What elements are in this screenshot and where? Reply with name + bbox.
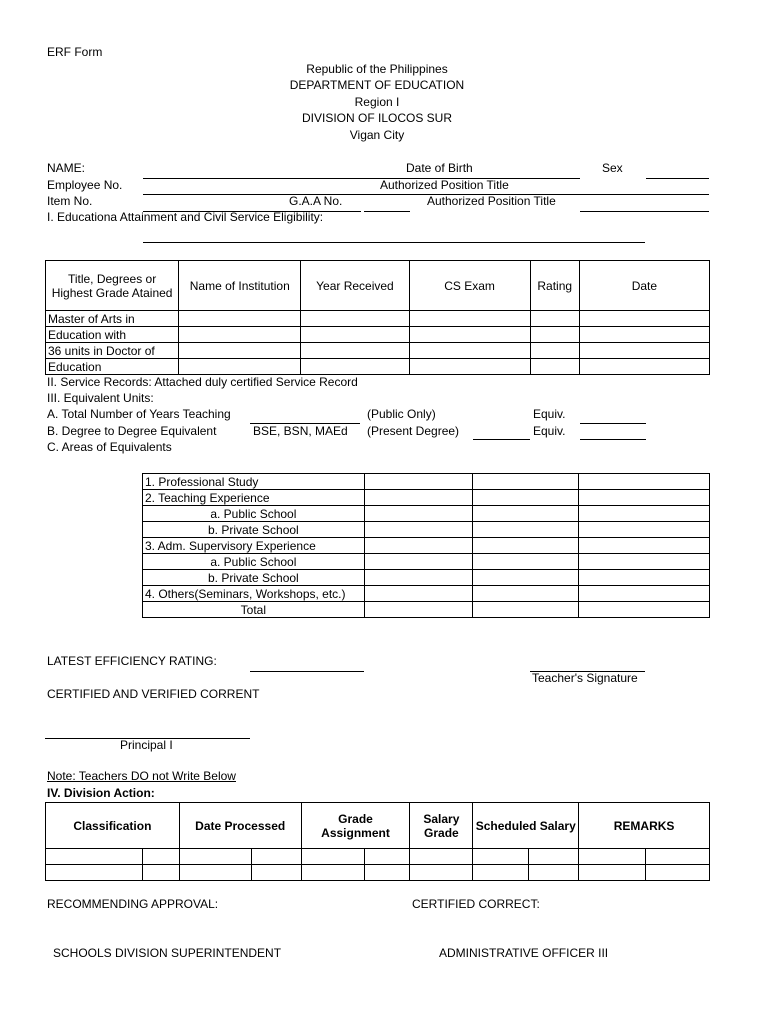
area-cell[interactable] [473, 602, 579, 618]
edu-cell[interactable] [579, 327, 709, 343]
area-cell[interactable] [473, 474, 579, 490]
div-cell[interactable] [46, 849, 143, 865]
division-table [45, 802, 710, 881]
div-cell[interactable] [473, 865, 529, 881]
edu-cell[interactable] [579, 359, 709, 375]
area-label: Total [143, 602, 365, 618]
header-line3: Region I [354, 95, 400, 109]
auth-position-field[interactable] [580, 211, 709, 212]
area-cell[interactable] [473, 490, 579, 506]
div-cell[interactable] [142, 849, 179, 865]
div-header-salary-grade: Salary Grade [410, 803, 473, 849]
equiv-b-degrees: BSE, BSN, MAEd [253, 424, 348, 438]
gaa-label: G.A.A No. [289, 194, 343, 208]
table-row [143, 506, 710, 522]
equiv-a-label: A. Total Number of Years Teaching [47, 407, 231, 421]
edu-header-year: Year Received [301, 261, 409, 311]
edu-row-label: Education with [46, 327, 179, 343]
equiv-b-label: B. Degree to Degree Equivalent [47, 424, 217, 438]
dob-label: Date of Birth [406, 161, 473, 175]
section3-label: III. Equivalent Units: [47, 391, 154, 405]
table-row [143, 602, 710, 618]
area-cell[interactable] [579, 586, 710, 602]
edu-cell[interactable] [179, 359, 301, 375]
form-label: ERF Form [47, 45, 103, 59]
div-cell[interactable] [529, 865, 579, 881]
table-row [143, 570, 710, 586]
div-header-scheduled-salary: Scheduled Salary [473, 803, 579, 849]
equiv-a-field[interactable] [580, 423, 646, 424]
present-degree-field[interactable] [473, 439, 530, 440]
area-cell[interactable] [364, 522, 473, 538]
area-label: 4. Others(Seminars, Workshops, etc.) [143, 586, 365, 602]
area-cell[interactable] [579, 570, 710, 586]
area-label: 1. Professional Study [143, 474, 365, 490]
section2-label: II. Service Records: Attached duly certified Service Record [47, 375, 358, 389]
table-row [46, 311, 710, 327]
div-cell[interactable] [301, 849, 364, 865]
superintendent-label: SCHOOLS DIVISION SUPERINTENDENT [53, 946, 282, 960]
div-cell[interactable] [529, 849, 579, 865]
item-no-label: Item No. [47, 194, 93, 208]
note-label: Note: Teachers DO not Write Below [47, 769, 236, 783]
div-cell[interactable] [579, 865, 646, 881]
table-row [143, 474, 710, 490]
edu-cell[interactable] [530, 327, 579, 343]
div-cell[interactable] [46, 865, 143, 881]
area-cell[interactable] [579, 522, 710, 538]
equiv-b-present: (Present Degree) [367, 424, 460, 438]
div-cell[interactable] [579, 849, 646, 865]
edu-cell[interactable] [301, 311, 409, 327]
edu-header-institution: Name of Institution [179, 261, 301, 311]
recommending-label: RECOMMENDING APPROVAL: [47, 897, 219, 911]
equiv-a-public: (Public Only) [367, 407, 436, 421]
education-table [45, 260, 710, 375]
div-cell[interactable] [251, 849, 301, 865]
area-cell[interactable] [364, 506, 473, 522]
div-header-grade-assignment: Grade Assignment [301, 803, 410, 849]
edu-header-title: Title, Degrees or Highest Grade Atained [46, 261, 179, 311]
table-row [143, 490, 710, 506]
header-line5: Vigan City [349, 128, 405, 142]
edu-cell[interactable] [530, 343, 579, 359]
area-label: 2. Teaching Experience [143, 490, 365, 506]
name-label: NAME: [47, 161, 86, 175]
area-label: 3. Adm. Supervisory Experience [143, 538, 365, 554]
area-cell[interactable] [473, 554, 579, 570]
area-cell[interactable] [473, 586, 579, 602]
employee-no-label: Employee No. [47, 178, 123, 192]
area-label: a. Public School [143, 554, 365, 570]
div-header-date-processed: Date Processed [179, 803, 301, 849]
div-cell[interactable] [646, 849, 710, 865]
edu-header-cs-exam: CS Exam [409, 261, 530, 311]
equiv-a-equiv-label: Equiv. [533, 407, 566, 421]
div-cell[interactable] [473, 849, 529, 865]
area-cell[interactable] [364, 554, 473, 570]
div-cell[interactable] [179, 865, 251, 881]
div-cell[interactable] [646, 865, 710, 881]
table-row [46, 327, 710, 343]
edu-cell[interactable] [530, 311, 579, 327]
table-row [46, 849, 710, 865]
area-cell[interactable] [579, 554, 710, 570]
gaa-field[interactable] [364, 211, 410, 212]
div-cell[interactable] [301, 865, 364, 881]
area-label: b. Private School [143, 570, 365, 586]
admin-officer-label: ADMINISTRATIVE OFFICER III [439, 946, 609, 960]
certified-label: CERTIFIED AND VERIFIED CORRENT [47, 687, 260, 701]
edu-cell[interactable] [409, 327, 530, 343]
section4-label: IV. Division Action: [47, 786, 155, 800]
area-cell[interactable] [364, 586, 473, 602]
area-cell[interactable] [579, 490, 710, 506]
edu-row-label: Education [46, 359, 179, 375]
table-row [46, 865, 710, 881]
div-cell[interactable] [410, 849, 473, 865]
auth-position-label-2: Authorized Position Title [427, 194, 556, 208]
area-label: b. Private School [143, 522, 365, 538]
table-row [143, 522, 710, 538]
equiv-c-label: C. Areas of Equivalents [47, 440, 172, 454]
header-line2: DEPARTMENT OF EDUCATION [289, 78, 465, 92]
edu-header-date: Date [579, 261, 709, 311]
edu-cell[interactable] [409, 343, 530, 359]
section1-label: I. Educationa Attainment and Civil Service Eligibility: [47, 210, 324, 224]
edu-cell[interactable] [579, 343, 709, 359]
table-row [46, 343, 710, 359]
area-cell[interactable] [473, 570, 579, 586]
area-cell[interactable] [473, 522, 579, 538]
edu-cell[interactable] [179, 311, 301, 327]
table-row [143, 538, 710, 554]
area-cell[interactable] [364, 538, 473, 554]
certified-correct-label: CERTIFIED CORRECT: [412, 897, 540, 911]
div-cell[interactable] [410, 865, 473, 881]
div-header-classification: Classification [46, 803, 180, 849]
efficiency-label: LATEST EFFICIENCY RATING: [47, 654, 217, 668]
name-field[interactable] [143, 178, 580, 179]
div-cell[interactable] [364, 849, 410, 865]
area-cell[interactable] [473, 506, 579, 522]
eligibility-field[interactable] [143, 242, 645, 243]
edu-cell[interactable] [409, 359, 530, 375]
sex-label: Sex [602, 161, 623, 175]
edu-cell[interactable] [579, 311, 709, 327]
area-cell[interactable] [364, 570, 473, 586]
area-cell[interactable] [364, 474, 473, 490]
table-row [46, 359, 710, 375]
area-cell[interactable] [364, 490, 473, 506]
sex-field[interactable] [646, 178, 709, 179]
edu-cell[interactable] [301, 359, 409, 375]
equiv-b-field[interactable] [580, 439, 646, 440]
edu-cell[interactable] [301, 327, 409, 343]
areas-table [142, 473, 710, 618]
edu-cell[interactable] [179, 343, 301, 359]
edu-cell[interactable] [179, 327, 301, 343]
area-cell[interactable] [579, 602, 710, 618]
table-row [143, 586, 710, 602]
div-cell[interactable] [364, 865, 410, 881]
header-line4: DIVISION OF ILOCOS SUR [301, 111, 453, 125]
area-cell[interactable] [473, 538, 579, 554]
div-cell[interactable] [142, 865, 179, 881]
equiv-b-equiv-label: Equiv. [533, 424, 566, 438]
area-cell[interactable] [364, 602, 473, 618]
div-cell[interactable] [179, 849, 251, 865]
table-row [143, 554, 710, 570]
header-line1: Republic of the Philippines [306, 62, 448, 76]
area-cell[interactable] [579, 474, 710, 490]
div-cell[interactable] [251, 865, 301, 881]
edu-cell[interactable] [409, 311, 530, 327]
employee-no-field[interactable] [143, 194, 709, 195]
principal-label: Principal I [120, 738, 173, 752]
area-cell[interactable] [579, 506, 710, 522]
edu-row-label: Master of Arts in [46, 311, 179, 327]
div-header-remarks: REMARKS [579, 803, 710, 849]
area-cell[interactable] [579, 538, 710, 554]
edu-row-label: 36 units in Doctor of [46, 343, 179, 359]
edu-cell[interactable] [301, 343, 409, 359]
efficiency-field[interactable] [250, 671, 364, 672]
auth-position-label-1: Authorized Position Title [380, 178, 509, 192]
area-label: a. Public School [143, 506, 365, 522]
edu-cell[interactable] [530, 359, 579, 375]
teacher-signature-label: Teacher's Signature [532, 671, 638, 685]
edu-header-rating: Rating [530, 261, 579, 311]
